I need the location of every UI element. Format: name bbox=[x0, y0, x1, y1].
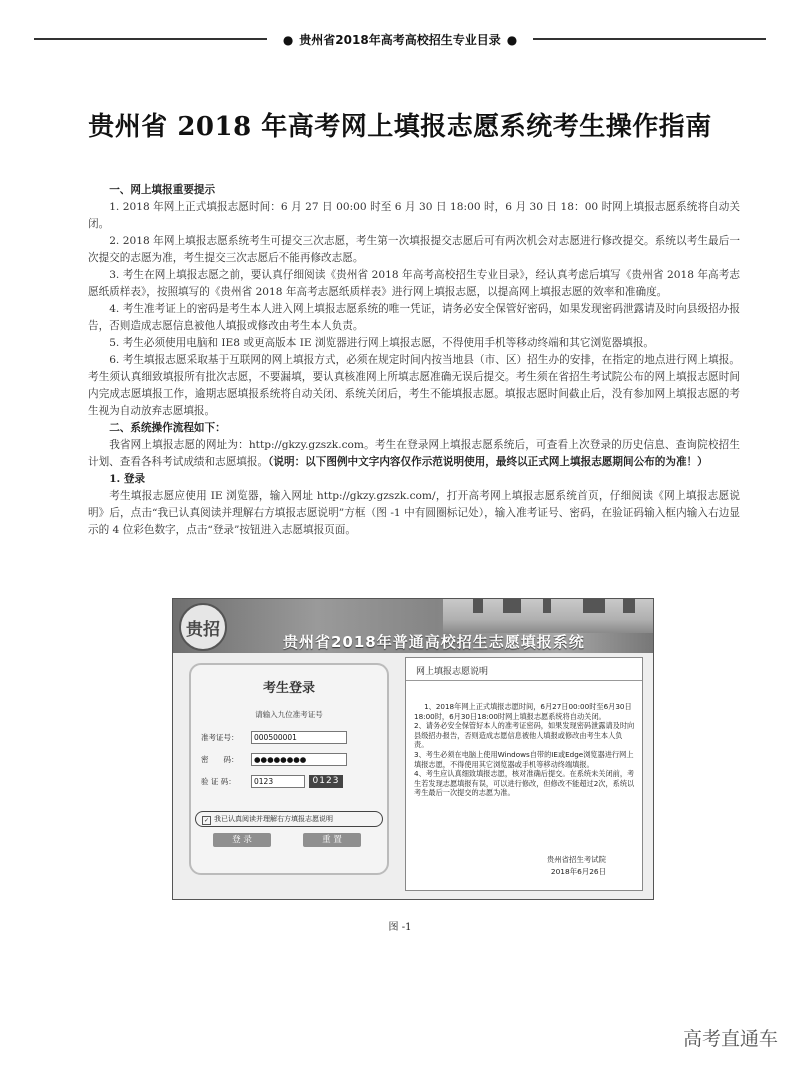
notice-panel bbox=[405, 657, 643, 891]
paragraph bbox=[88, 437, 740, 471]
notice-title: 网上填报志愿说明 bbox=[416, 667, 489, 677]
exam-no-label: 准考证号： bbox=[201, 733, 239, 742]
reset-button[interactable]: 重 置 bbox=[303, 833, 361, 847]
banner-title: 贵州省2018年普通高校招生志愿填报系统 bbox=[283, 633, 585, 651]
agree-checkbox-row[interactable] bbox=[195, 811, 383, 827]
notice-signature-date: 2018年6月26日 bbox=[550, 867, 606, 876]
password-row bbox=[201, 753, 347, 766]
watermark: 高考直通车 bbox=[682, 1028, 778, 1050]
captcha-label: 验 证 码： bbox=[201, 777, 236, 786]
captcha-row bbox=[201, 775, 343, 788]
password-input[interactable]: ●●●●●●●● bbox=[251, 753, 347, 766]
intro-text: 我省网上填报志愿的网址为：http://gkzy.gzszk.com。考生在登录网上填报志愿系统后，可查看上次登录的历史信息、查询院校招生计划、查看各科考试成绩和志愿填报。 bbox=[88, 439, 740, 468]
tip-item: 3. 考生在网上填报志愿之前，要认真仔细阅读《贵州省 2018 年高考高校招生专业目录》，经认真考虑后填写《贵州省 2018 年高考志愿纸质样表》，按照填写的《贵州省 2018 年高考志愿纸质样表》进行网上填报志愿，以提高网上填报志愿的效率和准确度。 bbox=[88, 269, 740, 298]
running-title-text: 贵州省2018年高考高校招生专业目录 bbox=[299, 32, 501, 47]
tip-item: 5. 考生必须使用电脑和 IE8 或更高版本 IE 浏览器进行网上填报志愿，不得使用手机等移动终端和其它浏览器填报。 bbox=[109, 337, 655, 349]
section-heading: 二、系统操作流程如下： bbox=[109, 422, 226, 434]
bullet-icon: ● bbox=[506, 32, 518, 47]
password-label: 密 码： bbox=[201, 755, 239, 764]
tip-item: 4. 考生准考证上的密码是考生本人进入网上填报志愿系统的唯一凭证，请务必安全保管好密码，如果发现密码泄露请及时向县级招办报告，否则造成志愿信息被他人填报或修改由考生本人负责。 bbox=[88, 303, 740, 332]
tip-item: 1. 2018 年网上正式填报志愿时间：6 月 27 日 00:00 时至 6 月 30 日 18:00 时，6 月 30 日 18：00 时网上填报志愿系统将自动关闭。 bbox=[88, 201, 740, 230]
notice-item: 4、考生应认真细致填报志愿，核对准确后提交。在系统未关闭前，考生若发现志愿填报有误，可以进行修改，但修改不能超过2次，系统以考生最后一次提交的志愿为准。 bbox=[414, 769, 635, 798]
exam-no-input[interactable]: 000500001 bbox=[251, 731, 347, 744]
page-title: 贵州省 2018 年高考网上填报志愿系统考生操作指南 bbox=[88, 112, 712, 142]
notice-divider bbox=[406, 680, 642, 681]
notice-item: 3、考生必须在电脑上使用Windows自带的IE或Edge浏览器进行网上填报志愿，不得使用其它浏览器或手机等移动终端填报。 bbox=[414, 749, 634, 769]
tip-item: 2. 2018 年网上填报志愿系统考生可提交三次志愿，考生第一次填报提交志愿后可有两次机会对志愿进行修改提交。系统以考生最后一次提交的志愿为准，考生提交三次志愿后不能再修改志愿。 bbox=[88, 235, 740, 264]
subsection-heading: 1. 登录 bbox=[109, 473, 146, 485]
login-panel bbox=[189, 663, 389, 875]
note-text: （说明：以下图例中文字内容仅作示范说明使用，最终以正式网上填报志愿期间公布的为准！） bbox=[268, 456, 708, 468]
section-heading: 一、网上填报重要提示 bbox=[109, 184, 216, 196]
notice-item: 2、请务必安全保管好本人的准考证密码，如果发现密码泄露请及时向县级招办报告，否则造成志愿信息被他人填报或修改由考生本人负责。 bbox=[414, 721, 635, 750]
banner-scenery bbox=[443, 599, 653, 633]
figure-caption: 图 -1 bbox=[388, 922, 412, 933]
login-title: 考生登录 bbox=[262, 681, 315, 696]
checkbox-icon[interactable]: ✓ bbox=[203, 817, 210, 824]
paragraph: 考生填报志愿应使用 IE 浏览器，输入网址 http://gkzy.gzszk.com/，打开高考网上填报志愿系统首页，仔细阅读《网上填报志愿说明》后，点击“我已认真阅读并理解右方填报志愿说明”方框（图 -1 中有圆圈标记处），输入准考证号、密码，在验证码输入框内输入右边显示的 4 位彩色数字，点击“登录”按钮进入志愿填报页面。 bbox=[88, 490, 740, 536]
login-button[interactable]: 登 录 bbox=[213, 833, 271, 847]
exam-no-row bbox=[201, 731, 347, 744]
banner bbox=[173, 599, 653, 653]
captcha-input[interactable]: 0123 bbox=[251, 775, 305, 788]
notice-signature-org: 贵州省招生考试院 bbox=[546, 855, 606, 864]
captcha-image[interactable]: 0123 bbox=[309, 775, 343, 788]
login-hint: 请输入九位准考证号 bbox=[255, 710, 323, 719]
bullet-icon: ● bbox=[282, 32, 294, 47]
notice-item: 1、2018年网上正式填报志愿时间，6月27日00:00时至6月30日18:00时，6月30日18:00时网上填报志愿系统将自动关闭。 bbox=[414, 702, 632, 721]
logo bbox=[179, 603, 227, 651]
running-title bbox=[267, 31, 533, 48]
figure-login-screenshot bbox=[172, 598, 654, 900]
running-header bbox=[0, 30, 800, 48]
article-body bbox=[88, 182, 740, 539]
notice-body bbox=[414, 702, 636, 798]
tip-item: 6. 考生填报志愿采取基于互联网的网上填报方式，必须在规定时间内按当地县（市、区）招生办的安排，在指定的地点进行网上填报。考生须认真细致填报所有批次志愿，不要漏填，要认真核准网上所填志愿准确无误后提交。考生须在省招生考试院公布的网上填报志愿时间内完成志愿填报工作，逾期志愿填报系统将自动关闭、系统关闭后，考生不能填报志愿。填报志愿时间截止后，没有参加网上填报志愿的考生视为自动放弃志愿填报。 bbox=[88, 354, 740, 417]
agree-label: 我已认真阅读并理解右方填报志愿说明 bbox=[214, 815, 333, 823]
logo-mark: 贵招 bbox=[186, 619, 220, 640]
